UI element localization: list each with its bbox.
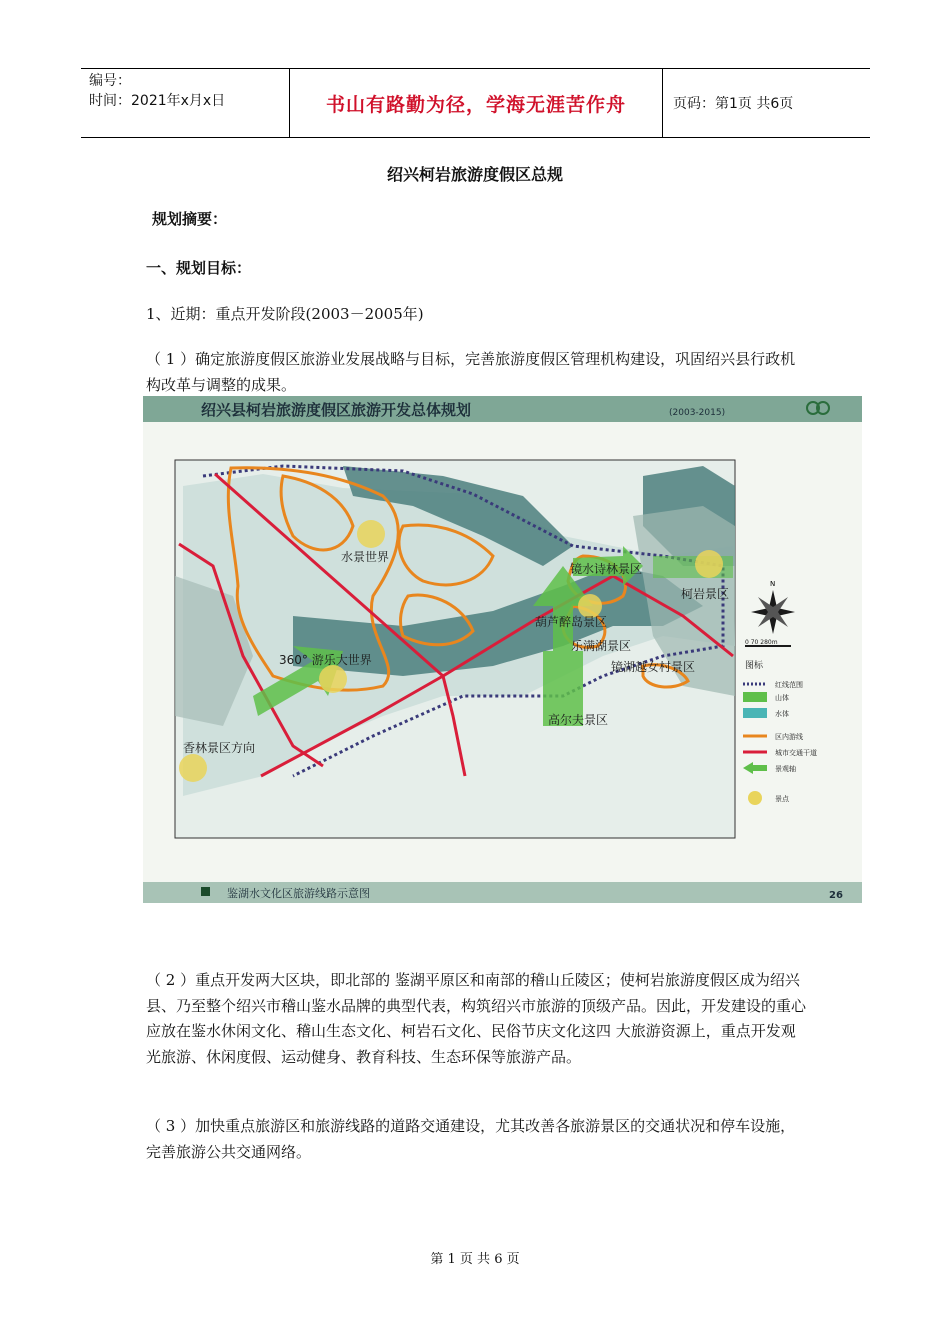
label-jinghu: 镜湖越女村景区 (611, 660, 696, 674)
planning-map (143, 396, 862, 903)
map-page-number: 26 (829, 890, 843, 901)
page-title: 绍兴柯岩旅游度假区总规 (386, 165, 563, 184)
label-keyan: 柯岩景区 (681, 587, 730, 601)
svg-text:红线范围: 红线范围 (775, 681, 803, 689)
time-label: 时间：2021年x月x日 (89, 93, 226, 109)
map-caption: 鉴湖水文化区旅游线路示意图 (227, 887, 370, 900)
document-header (81, 68, 870, 138)
scale-label: 0 70 280m (745, 639, 778, 646)
map-title: 绍兴县柯岩旅游度假区旅游开发总体规划 (201, 401, 472, 419)
header-motto: 书山有路勤为径，学海无涯苦作舟 (290, 69, 663, 137)
label-jingshui: 镜水诗林景区 (570, 562, 643, 576)
number-label: 编号： (89, 73, 131, 89)
label-shuijing: 水景世界 (341, 550, 390, 564)
legend-title: 图标 (745, 661, 764, 671)
label-leman: 乐满湖景区 (571, 639, 632, 653)
item-heading: 1、近期：重点开发阶段(2003－2005年) (146, 305, 424, 323)
label-youle: 360° 游乐大世界 (279, 653, 372, 667)
label-gaoerfu: 高尔夫景区 (548, 713, 609, 727)
label-hulu: 葫芦醉岛景区 (535, 615, 608, 629)
svg-text:山体: 山体 (775, 694, 789, 702)
section-heading: 一、规划目标： (146, 259, 252, 277)
page-label: 页码：第1页 共6页 (673, 96, 794, 112)
svg-text:区内游线: 区内游线 (775, 733, 803, 741)
paragraph-1: （ 1 ）确定旅游度假区旅游业发展战略与目标，完善旅游度假区管理机构建设，巩固绍兴县行政机构改革与调整的成果。 (146, 350, 796, 394)
north-label: N (770, 580, 776, 588)
header-meta (81, 69, 290, 137)
svg-text:景观轴: 景观轴 (775, 765, 796, 773)
page-footer: 第 1 页 共 6 页 (430, 1252, 520, 1267)
svg-text:景点: 景点 (775, 795, 789, 803)
paragraph-3: （ 3 ）加快重点旅游区和旅游线路的道路交通建设，尤其改善各旅游景区的交通状况和停车设施，完善旅游公共交通网络。 (146, 1117, 796, 1161)
summary-heading: 规划摘要： (152, 210, 228, 228)
paragraph-2: （ 2 ）重点开发两大区块，即北部的 鉴湖平原区和南部的稽山丘陵区；使柯岩旅游度假区成为绍兴县、乃至整个绍兴市稽山鉴水品牌的典型代表，构筑绍兴市旅游的顶级产品。因此，开发建设的重心应放在鉴水休闲文化、稽山生态文化、柯岩石文化、民俗节庆文化这四 大旅游资源上，重点开发观光旅游、休闲度假、运动健身、教育科技、生态环保等旅游产品。 (146, 971, 807, 1066)
svg-text:水体: 水体 (775, 710, 789, 718)
label-xianglin: 香林景区方向 (183, 741, 256, 755)
map-years: (2003-2015) (669, 408, 726, 418)
svg-text:城市交通干道: 城市交通干道 (775, 749, 817, 757)
